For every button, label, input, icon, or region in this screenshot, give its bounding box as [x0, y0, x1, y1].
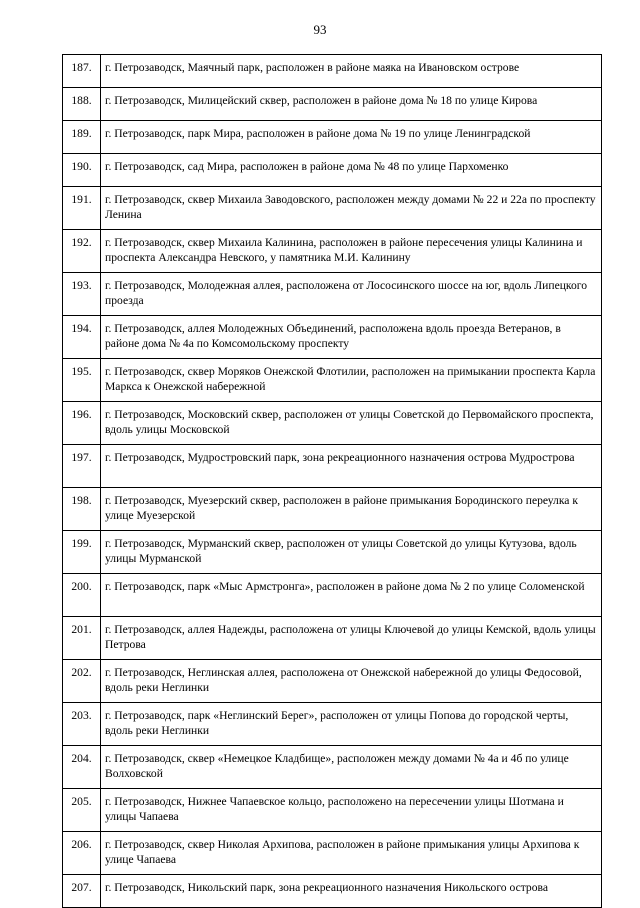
- table-row: [63, 359, 602, 402]
- row-description: г. Петрозаводск, сад Мира, расположен в районе дома № 48 по улице Пархоменко: [101, 154, 602, 187]
- table-row: [63, 55, 602, 88]
- row-description: г. Петрозаводск, Маячный парк, расположен в районе маяка на Ивановском острове: [101, 55, 602, 88]
- row-number: 197.: [63, 445, 101, 488]
- table-row: [63, 230, 602, 273]
- table-row: [63, 316, 602, 359]
- table-row: [63, 121, 602, 154]
- table-row: [63, 88, 602, 121]
- row-number: 200.: [63, 574, 101, 617]
- row-description: г. Петрозаводск, Неглинская аллея, расположена от Онежской набережной до улицы Федосовой, вдоль реки Неглинки: [101, 660, 602, 703]
- row-description: г. Петрозаводск, сквер Михаила Калинина, расположен в районе пересечения улицы Калинина и проспекта Александра Невского, у памятника М.И. Калинину: [101, 230, 602, 273]
- table-row: [63, 531, 602, 574]
- page-number: 93: [313, 22, 327, 37]
- row-number: 202.: [63, 660, 101, 703]
- table-row: [63, 875, 602, 908]
- row-description: г. Петрозаводск, Нижнее Чапаевское кольцо, расположено на пересечении улицы Шотмана и улицы Чапаева: [101, 789, 602, 832]
- row-description: г. Петрозаводск, аллея Надежды, расположена от улицы Ключевой до улицы Кемской, вдоль улицы Петрова: [101, 617, 602, 660]
- row-number: 205.: [63, 789, 101, 832]
- row-number: 191.: [63, 187, 101, 230]
- row-number: 198.: [63, 488, 101, 531]
- row-description: г. Петрозаводск, парк «Мыс Армстронга», расположен в районе дома № 2 по улице Соломенской: [101, 574, 602, 617]
- row-number: 192.: [63, 230, 101, 273]
- row-number: 206.: [63, 832, 101, 875]
- row-number: 201.: [63, 617, 101, 660]
- row-description: г. Петрозаводск, Муезерский сквер, расположен в районе примыкания Бородинского переулка к улице Муезерской: [101, 488, 602, 531]
- table-row: [63, 273, 602, 316]
- table-row: [63, 574, 602, 617]
- table-row: [63, 832, 602, 875]
- row-description: г. Петрозаводск, Мудростровский парк, зона рекреационного назначения острова Мудрострова: [101, 445, 602, 488]
- row-description: г. Петрозаводск, аллея Молодежных Объединений, расположена вдоль проезда Ветеранов, в районе дома № 4а по Комсомольскому проспекту: [101, 316, 602, 359]
- table-row: [63, 617, 602, 660]
- row-description: г. Петрозаводск, Мурманский сквер, расположен от улицы Советской до улицы Кутузова, вдоль улицы Мурманской: [101, 531, 602, 574]
- row-number: 199.: [63, 531, 101, 574]
- row-description: г. Петрозаводск, сквер Михаила Заводовского, расположен между домами № 22 и 22а по проспекту Ленина: [101, 187, 602, 230]
- row-number: 194.: [63, 316, 101, 359]
- row-number: 193.: [63, 273, 101, 316]
- row-description: г. Петрозаводск, парк Мира, расположен в районе дома № 19 по улице Ленинградской: [101, 121, 602, 154]
- row-description: г. Петрозаводск, Молодежная аллея, расположена от Лососинского шоссе на юг, вдоль Липецкого проезда: [101, 273, 602, 316]
- row-description: г. Петрозаводск, сквер Моряков Онежской Флотилии, расположен на примыкании проспекта Карла Маркса к Онежской набережной: [101, 359, 602, 402]
- row-description: г. Петрозаводск, парк «Неглинский Берег», расположен от улицы Попова до городской черты, вдоль реки Неглинки: [101, 703, 602, 746]
- row-description: г. Петрозаводск, Московский сквер, расположен от улицы Советской до Первомайского проспекта, вдоль улицы Московской: [101, 402, 602, 445]
- table-row: [63, 789, 602, 832]
- table-row: [63, 154, 602, 187]
- row-number: 187.: [63, 55, 101, 88]
- row-number: 189.: [63, 121, 101, 154]
- table-row: [63, 488, 602, 531]
- row-number: 196.: [63, 402, 101, 445]
- table-row: [63, 187, 602, 230]
- table-row: [63, 746, 602, 789]
- table-row: [63, 402, 602, 445]
- row-number: 207.: [63, 875, 101, 908]
- row-number: 204.: [63, 746, 101, 789]
- registry-table: [62, 54, 602, 908]
- table-row: [63, 660, 602, 703]
- row-description: г. Петрозаводск, Милицейский сквер, расположен в районе дома № 18 по улице Кирова: [101, 88, 602, 121]
- row-description: г. Петрозаводск, сквер «Немецкое Кладбище», расположен между домами № 4а и 4б по улице Волховской: [101, 746, 602, 789]
- table-row: [63, 703, 602, 746]
- table-row: [63, 445, 602, 488]
- row-number: 188.: [63, 88, 101, 121]
- row-number: 195.: [63, 359, 101, 402]
- row-description: г. Петрозаводск, сквер Николая Архипова, расположен в районе примыкания улицы Архипова к улице Чапаева: [101, 832, 602, 875]
- row-number: 190.: [63, 154, 101, 187]
- row-number: 203.: [63, 703, 101, 746]
- row-description: г. Петрозаводск, Никольский парк, зона рекреационного назначения Никольского острова: [101, 875, 602, 908]
